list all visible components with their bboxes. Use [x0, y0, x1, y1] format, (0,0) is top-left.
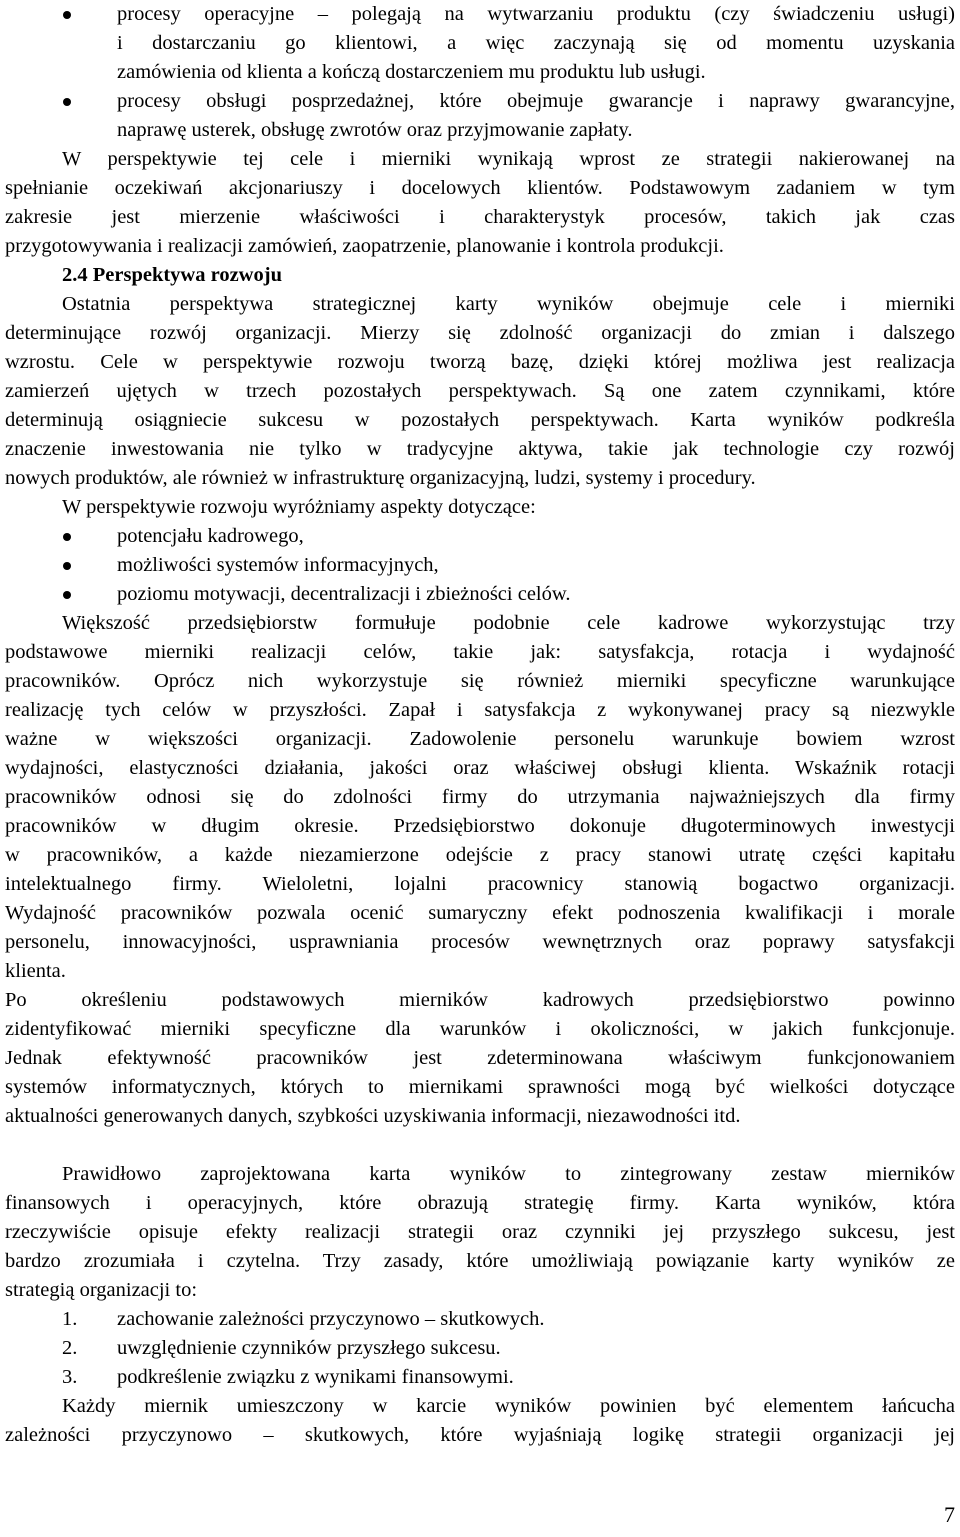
paragraph-line: personelu, innowacyjności, usprawniania procesów wewnętrznych oraz poprawy satysfakcji: [5, 931, 955, 953]
paragraph-line: Każdy miernik umieszczony w karcie wyników powinien być elementem łańcucha: [62, 1395, 955, 1417]
bullet-icon: [63, 98, 71, 106]
bullet-icon: [63, 562, 71, 570]
paragraph-line: Po określeniu podstawowych mierników kadrowych przedsiębiorstwo powinno: [5, 989, 955, 1011]
paragraph-line: w pracowników, a każde niezamierzone odejście z pracy stanowi utratę części kapitału: [5, 844, 955, 866]
paragraph-line: pracowników odnosi się do zdolności firmy do utrzymania najważniejszych dla firmy: [5, 786, 955, 808]
section-number: 2.4: [62, 264, 88, 286]
paragraph-development-intro: [5, 290, 955, 493]
paragraph-line: pracowników. Oprócz nich wykorzystuje się również mierniki specyficzne warunkujące: [5, 670, 955, 692]
paragraph-hr-goals: [5, 609, 955, 986]
list-number: 1.: [62, 1308, 78, 1330]
bullet-icon: [63, 591, 71, 599]
paragraph-line: ważne w większości organizacji. Zadowolenie personelu warunkuje bowiem wzrost: [5, 728, 955, 750]
section-title: Perspektywa rozwoju: [92, 264, 282, 286]
paragraph-line: Większość przedsiębiorstw formułuje podobnie cele kadrowe wykorzystując trzy: [62, 612, 955, 634]
paragraph-line: strategią organizacji to:: [5, 1279, 198, 1301]
bullet-icon: [63, 11, 71, 19]
paragraph-line: aktualności generowanych danych, szybkości uzyskiwania informacji, niezawodności itd.: [5, 1105, 741, 1127]
paragraph-line: rzeczywiście opisuje efekty realizacji strategii oraz czynniki jej przyszłego sukcesu, jest: [5, 1221, 955, 1243]
list-item: 1. zachowanie zależności przyczynowo – skutkowych.: [5, 1305, 955, 1334]
page-number: 7: [944, 1502, 955, 1527]
paragraph-line: znaczenie inwestowania nie tylko w tradycyjne aktywa, takie jak technologie czy rozwój: [5, 438, 955, 460]
paragraph-line: bardzo zrozumiała i czytelna. Trzy zasady, które umożliwiają powiązanie karty wyników ze: [5, 1250, 955, 1272]
list-item: potencjału kadrowego,: [5, 522, 955, 551]
paragraph-line: nowych produktów, ale również w infrastrukturę organizacyjną, ludzi, systemy i procedury.: [5, 467, 756, 489]
paragraph-line: Prawidłowo zaprojektowana karta wyników to zintegrowany zestaw mierników: [62, 1163, 955, 1185]
paragraph-line: finansowych i operacyjnych, które obrazują strategię firmy. Karta wyników, która: [5, 1192, 955, 1214]
paragraph-line: przygotowywania i realizacji zamówień, zaopatrzenie, planowanie i kontrola produkcji.: [5, 235, 724, 257]
bullet-list-top: [5, 0, 955, 145]
paragraph-line: determinujące rozwój organizacji. Mierzy się zdolność organizacji do zmian i dalszego: [5, 322, 955, 344]
paragraph-gap: [5, 1131, 955, 1160]
aspects-intro: W perspektywie rozwoju wyróżniamy aspekty dotyczące:: [62, 496, 536, 518]
list-item-continuation: zamówienia od klienta a kończą dostarczeniem mu produktu lub usługi.: [117, 61, 706, 83]
paragraph-line: intelektualnego firmy. Wieloletni, lojalni pracownicy stanowią bogactwo organizacji.: [5, 873, 955, 895]
list-item: procesy operacyjne – polegają na wytwarzaniu produktu (czy świadczeniu usługi): [5, 0, 955, 29]
paragraph-line: podstawowe mierniki realizacji celów, takie jak: satysfakcja, rotacja i wydajność: [5, 641, 955, 663]
list-number: 3.: [62, 1366, 78, 1388]
list-item: 2. uwzględnienie czynników przyszłego sukcesu.: [5, 1334, 955, 1363]
paragraph-line: systemów informatycznych, których to miernikami sprawności mogą być wielkości dotyczące: [5, 1076, 955, 1098]
paragraph-line: pracowników w długim okresie. Przedsiębiorstwo dokonuje długoterminowych inwestycji: [5, 815, 955, 837]
paragraph-line: Ostatnia perspektywa strategicznej karty wyników obejmuje cele i mierniki: [62, 293, 955, 315]
paragraph-line: W perspektywie tej cele i mierniki wynikają wprost ze strategii nakierowanej na: [62, 148, 955, 170]
list-item: 3. podkreślenie związku z wynikami finansowymi.: [5, 1363, 955, 1392]
paragraph-line: Wydajność pracowników pozwala ocenić sumaryczny efekt podnoszenia kwalifikacji i morale: [5, 902, 955, 924]
list-item: możliwości systemów informacyjnych,: [5, 551, 955, 580]
bullet-icon: [63, 533, 71, 541]
list-item-continuation: naprawę usterek, obsługę zwrotów oraz przyjmowanie zapłaty.: [117, 119, 633, 141]
paragraph-line: determinują osiągniecie sukcesu w pozostałych perspektywach. Karta wyników podkreśla: [5, 409, 955, 431]
document-page: [5, 0, 955, 1450]
paragraph-line: wzrostu. Cele w perspektywie rozwoju tworzą bazę, dzięki której możliwa jest realizacja: [5, 351, 955, 373]
section-heading: [5, 261, 955, 290]
bullet-list-aspects: [5, 522, 955, 609]
paragraph-scorecard-design: [5, 1160, 955, 1305]
paragraph-line: zależności przyczynowo – skutkowych, które wyjaśniają logikę strategii organizacji jej: [5, 1424, 955, 1446]
paragraph-line: realizację tych celów w przyszłości. Zapał i satysfakcja z wykonywanej pracy są niezwykle: [5, 699, 955, 721]
paragraph-line: zamierzeń ujętych w trzech pozostałych perspektywach. Są one zatem czynnikami, które: [5, 380, 955, 402]
paragraph-line: wydajności, elastyczności działania, jakości oraz właściwej obsługi klienta. Wskaźnik rotacji: [5, 757, 955, 779]
paragraph-causal-chain: [5, 1392, 955, 1450]
paragraph-process-perspective: [5, 145, 955, 261]
paragraph-line: klienta.: [5, 960, 66, 982]
numbered-list-rules: [5, 1305, 955, 1392]
paragraph-line: Jednak efektywność pracowników jest zdeterminowana właściwym funkcjonowaniem: [5, 1047, 955, 1069]
list-item: poziomu motywacji, decentralizacji i zbieżności celów.: [5, 580, 955, 609]
list-item-continuation: i dostarczaniu go klientowi, a więc zaczynają się od momentu uzyskania: [117, 32, 955, 54]
paragraph-specific-metrics: [5, 986, 955, 1131]
paragraph-line: zidentyfikować mierniki specyficzne dla warunków i okoliczności, w jakich funkcjonuje.: [5, 1018, 955, 1040]
paragraph-line: spełnianie oczekiwań akcjonariuszy i docelowych klientów. Podstawowym zadaniem w tym: [5, 177, 955, 199]
paragraph-line: zakresie jest mierzenie właściwości i charakterystyk procesów, takich jak czas: [5, 206, 955, 228]
list-number: 2.: [62, 1337, 78, 1359]
list-item: procesy obsługi posprzedażnej, które obejmuje gwarancje i naprawy gwarancyjne,: [5, 87, 955, 116]
